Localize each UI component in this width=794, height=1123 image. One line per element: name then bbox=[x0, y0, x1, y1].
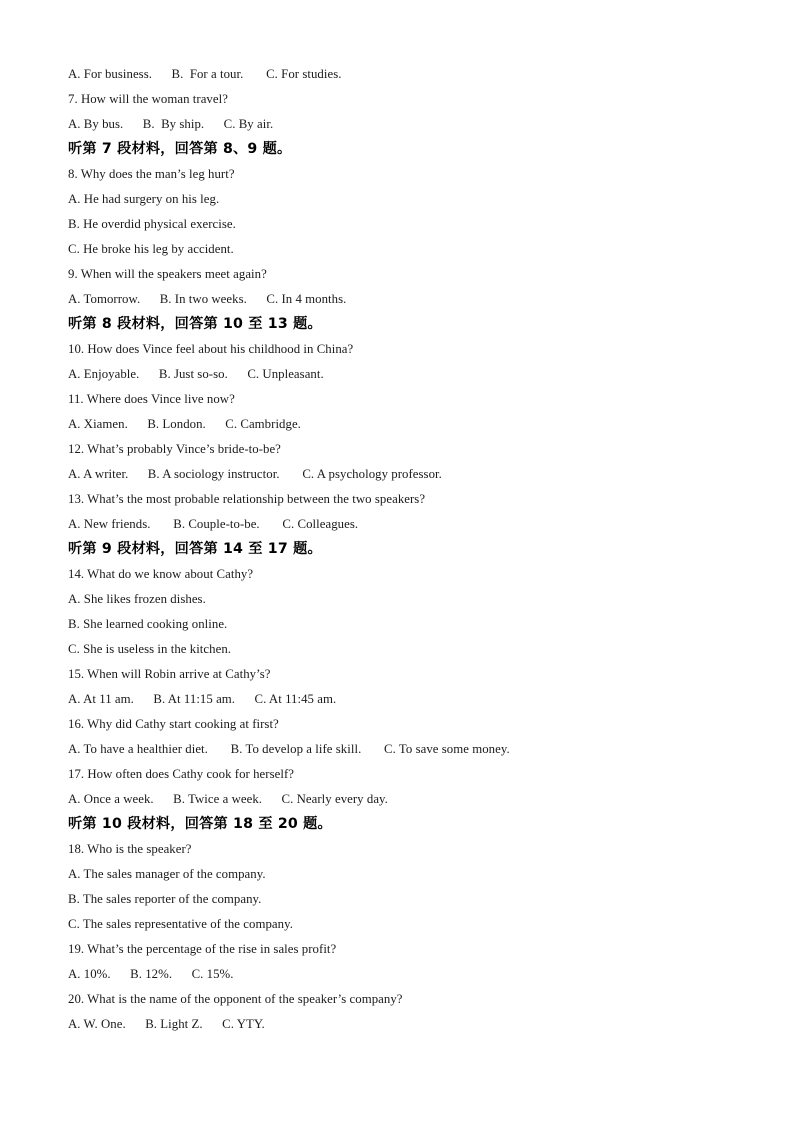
question-text: 16. Why did Cathy start cooking at first? bbox=[68, 717, 279, 731]
answer-options: C. She is useless in the kitchen. bbox=[68, 642, 232, 656]
answer-options: A. The sales manager of the company. bbox=[68, 867, 266, 881]
question-text: 9. When will the speakers meet again? bbox=[68, 267, 267, 281]
question-text: 19. What’s the percentage of the rise in sales profit? bbox=[68, 942, 337, 956]
question-list bbox=[68, 62, 728, 1037]
answer-options: B. She learned cooking online. bbox=[68, 617, 228, 631]
question-text: 7. How will the woman travel? bbox=[68, 92, 228, 106]
answer-options: A. Once a week. B. Twice a week. C. Nearly every day. bbox=[68, 792, 388, 806]
answer-options: A. Xiamen. B. London. C. Cambridge. bbox=[68, 417, 301, 431]
answer-options: C. He broke his leg by accident. bbox=[68, 242, 234, 256]
question-text: 14. What do we know about Cathy? bbox=[68, 567, 254, 581]
question-text: 13. What’s the most probable relationship between the two speakers? bbox=[68, 492, 426, 506]
question-text: 8. Why does the man’s leg hurt? bbox=[68, 167, 235, 181]
answer-options: A. New friends. B. Couple-to-be. C. Colleagues. bbox=[68, 517, 359, 531]
answer-options: A. She likes frozen dishes. bbox=[68, 592, 206, 606]
section-heading: 听第 9 段材料，回答第 14 至 17 题。 bbox=[68, 541, 322, 557]
answer-options: A. For business. B. For a tour. C. For studies. bbox=[68, 67, 342, 81]
section-heading: 听第 8 段材料，回答第 10 至 13 题。 bbox=[68, 316, 322, 332]
question-text: 15. When will Robin arrive at Cathy’s? bbox=[68, 667, 271, 681]
answer-options: A. 10%. B. 12%. C. 15%. bbox=[68, 967, 234, 981]
question-text: 12. What’s probably Vince’s bride-to-be? bbox=[68, 442, 281, 456]
answer-options: A. At 11 am. B. At 11:15 am. C. At 11:45 am. bbox=[68, 692, 337, 706]
answer-options: C. The sales representative of the company. bbox=[68, 917, 293, 931]
answer-options: A. A writer. B. A sociology instructor. C. A psychology professor. bbox=[68, 467, 442, 481]
question-text: 17. How often does Cathy cook for herself? bbox=[68, 767, 294, 781]
question-text: 18. Who is the speaker? bbox=[68, 842, 192, 856]
answer-options: A. To have a healthier diet. B. To develop a life skill. C. To save some money. bbox=[68, 742, 510, 756]
answer-options: B. The sales reporter of the company. bbox=[68, 892, 262, 906]
question-text: 11. Where does Vince live now? bbox=[68, 392, 235, 406]
section-heading: 听第 7 段材料，回答第 8、9 题。 bbox=[68, 141, 292, 157]
answer-options: A. Enjoyable. B. Just so-so. C. Unpleasant. bbox=[68, 367, 324, 381]
question-text: 10. How does Vince feel about his childhood in China? bbox=[68, 342, 354, 356]
question-text: 20. What is the name of the opponent of the speaker’s company? bbox=[68, 992, 403, 1006]
answer-options: A. By bus. B. By ship. C. By air. bbox=[68, 117, 274, 131]
answer-options: A. Tomorrow. B. In two weeks. C. In 4 months. bbox=[68, 292, 347, 306]
answer-options: B. He overdid physical exercise. bbox=[68, 217, 236, 231]
answer-options: A. W. One. B. Light Z. C. YTY. bbox=[68, 1017, 265, 1031]
answer-options: A. He had surgery on his leg. bbox=[68, 192, 220, 206]
section-heading: 听第 10 段材料，回答第 18 至 20 题。 bbox=[68, 816, 332, 832]
